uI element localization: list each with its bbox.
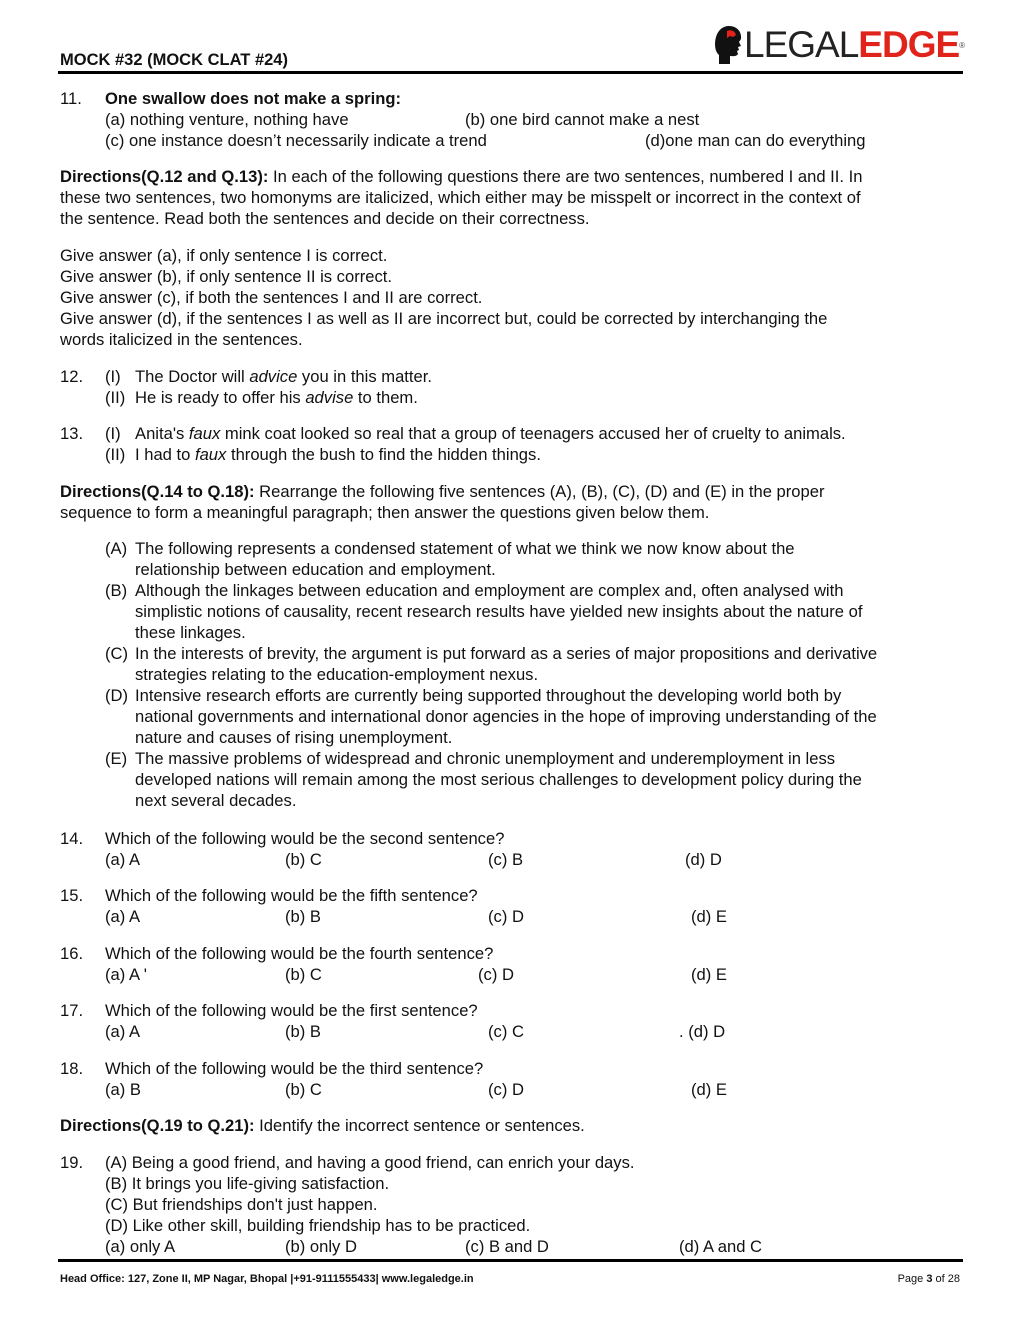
option-c: (c) D bbox=[478, 965, 514, 984]
option-b: (b) only D bbox=[285, 1237, 357, 1256]
passage-sentence-text: next several decades. bbox=[135, 791, 297, 810]
option-b: (b) B bbox=[285, 907, 321, 926]
sentence-label: (I) bbox=[105, 424, 121, 443]
logo-text-edge: EDGE bbox=[858, 24, 960, 65]
answer-rule: Give answer (a), if only sentence I is correct. bbox=[60, 246, 388, 265]
option-c: (c) C bbox=[488, 1022, 524, 1041]
option-b: (b) C bbox=[285, 965, 322, 984]
option-a: (a) A bbox=[105, 1022, 141, 1041]
option-d: (d)one man can do everything bbox=[645, 131, 866, 150]
option-a: (a) B bbox=[105, 1080, 141, 1099]
question-number: 19. bbox=[60, 1153, 84, 1172]
option-d: (d) E bbox=[691, 907, 727, 926]
option-b: (b) C bbox=[285, 850, 322, 869]
sentence-i: The Doctor will advice you in this matter. bbox=[135, 367, 432, 386]
legaledge-logo bbox=[714, 22, 965, 68]
passage-sentence-text: strategies relating to the education-employment nexus. bbox=[135, 665, 539, 684]
option-b: (b) B bbox=[285, 1022, 321, 1041]
directions-text: these two sentences, two homonyms are italicized, which either may be misspelt or incorrect in the context of bbox=[60, 188, 861, 207]
option-d: (d) A and C bbox=[679, 1237, 763, 1256]
option-c: (c) D bbox=[488, 1080, 524, 1099]
directions-text: In each of the following questions there are two sentences, numbered I and II. In bbox=[268, 167, 863, 186]
question-number: 13. bbox=[60, 424, 84, 443]
passage-sentence-text: In the interests of brevity, the argument is put forward as a series of major propositions and derivative bbox=[135, 644, 878, 663]
directions-12-13 bbox=[60, 167, 862, 187]
question-stem: One swallow does not make a spring: bbox=[105, 89, 401, 108]
option-c: (c) one instance doesn’t necessarily indicate a trend bbox=[105, 131, 487, 150]
passage-sentence-text: these linkages. bbox=[135, 623, 246, 642]
directions-text: the sentence. Read both the sentences and decide on their correctness. bbox=[60, 209, 590, 228]
passage-sentence-text: Although the linkages between education and employment are complex and, often analysed with bbox=[135, 581, 844, 600]
directions-label: Directions(Q.19 to Q.21): bbox=[60, 1116, 255, 1135]
sentence-i: Anita's faux mink coat looked so real that a group of teenagers accused her of cruelty to animals. bbox=[135, 424, 846, 443]
sentence-label: (I) bbox=[105, 367, 121, 386]
question-stem: Which of the following would be the third sentence? bbox=[105, 1059, 484, 1078]
question-number: 17. bbox=[60, 1001, 84, 1020]
sentence-b: (B) It brings you life-giving satisfaction. bbox=[105, 1174, 390, 1193]
passage-sentence-label: (E) bbox=[105, 749, 128, 768]
option-c: (c) B and D bbox=[465, 1237, 549, 1256]
sentence-label: (II) bbox=[105, 388, 126, 407]
question-number: 12. bbox=[60, 367, 84, 386]
passage-sentence-text: simplistic notions of causality, recent research results have yielded new insights about the nature of bbox=[135, 602, 863, 621]
question-stem: Which of the following would be the first sentence? bbox=[105, 1001, 478, 1020]
passage-sentence-text: Intensive research efforts are currently being supported throughout the developing world both by bbox=[135, 686, 842, 705]
logo-text-legal: LEGAL bbox=[744, 24, 859, 65]
header-rule bbox=[58, 71, 963, 74]
option-a: (a) A ' bbox=[105, 965, 147, 984]
sentence-d: (D) Like other skill, building friendship has to be practiced. bbox=[105, 1216, 531, 1235]
footer-office-info: Head Office: 127, Zone II, MP Nagar, Bhopal |+91-9111555433| www.legaledge.in bbox=[60, 1273, 474, 1285]
passage-sentence-label: (B) bbox=[105, 581, 128, 600]
option-a: (a) nothing venture, nothing have bbox=[105, 110, 349, 129]
question-number: 16. bbox=[60, 944, 84, 963]
question-number: 14. bbox=[60, 829, 84, 848]
option-d: . (d) D bbox=[679, 1022, 726, 1041]
sentence-ii: I had to faux through the bush to find the hidden things. bbox=[135, 445, 541, 464]
registered-mark: ® bbox=[959, 40, 966, 50]
sentence-a: (A) Being a good friend, and having a good friend, can enrich your days. bbox=[105, 1153, 635, 1172]
question-stem: Which of the following would be the second sentence? bbox=[105, 829, 505, 848]
directions-label: Directions(Q.12 and Q.13): bbox=[60, 167, 269, 186]
passage-sentence-text: nature and causes of rising unemployment. bbox=[135, 728, 453, 747]
passage-sentence-label: (A) bbox=[105, 539, 128, 558]
option-b: (b) C bbox=[285, 1080, 322, 1099]
option-d: (d) E bbox=[691, 965, 727, 984]
question-stem: Which of the following would be the fourth sentence? bbox=[105, 944, 494, 963]
option-d: (d) D bbox=[685, 850, 722, 869]
directions-14-18 bbox=[60, 482, 825, 502]
option-a: (a) A bbox=[105, 907, 141, 926]
passage-sentence-label: (C) bbox=[105, 644, 129, 663]
option-b: (b) one bird cannot make a nest bbox=[465, 110, 700, 129]
option-c: (c) D bbox=[488, 907, 524, 926]
directions-text: Rearrange the following five sentences (A), (B), (C), (D) and (E) in the proper bbox=[254, 482, 825, 501]
answer-rule: Give answer (c), if both the sentences I and II are correct. bbox=[60, 288, 483, 307]
passage-sentence-text: national governments and international donor agencies in the hope of improving understanding of the bbox=[135, 707, 877, 726]
footer-rule bbox=[58, 1259, 963, 1262]
question-number: 11. bbox=[60, 89, 82, 108]
passage-sentence-text: The massive problems of widespread and chronic unemployment and underemployment in less bbox=[135, 749, 836, 768]
question-number: 18. bbox=[60, 1059, 84, 1078]
answer-rule: words italicized in the sentences. bbox=[60, 330, 303, 349]
passage-sentence-text: The following represents a condensed statement of what we think we now know about the bbox=[135, 539, 795, 558]
question-stem: Which of the following would be the fifth sentence? bbox=[105, 886, 478, 905]
question-number: 15. bbox=[60, 886, 84, 905]
head-silhouette-icon bbox=[714, 24, 744, 66]
sentence-ii: He is ready to offer his advise to them. bbox=[135, 388, 418, 407]
passage-sentence-text: relationship between education and employment. bbox=[135, 560, 496, 579]
page-number: Page 3 of 28 bbox=[897, 1273, 960, 1285]
passage-sentence-label: (D) bbox=[105, 686, 129, 705]
directions-19-21 bbox=[60, 1116, 585, 1136]
answer-rule: Give answer (d), if the sentences I as well as II are incorrect but, could be corrected by interchanging the bbox=[60, 309, 828, 328]
passage-sentence-text: developed nations will remain among the most serious challenges to development policy during the bbox=[135, 770, 862, 789]
directions-text: Identify the incorrect sentence or sentences. bbox=[254, 1116, 585, 1135]
option-a: (a) A bbox=[105, 850, 141, 869]
option-c: (c) B bbox=[488, 850, 524, 869]
sentence-label: (II) bbox=[105, 445, 126, 464]
sentence-c: (C) But friendships don't just happen. bbox=[105, 1195, 378, 1214]
page-header-title: MOCK #32 (MOCK CLAT #24) bbox=[60, 51, 288, 69]
directions-label: Directions(Q.14 to Q.18): bbox=[60, 482, 255, 501]
directions-text: sequence to form a meaningful paragraph; then answer the questions given below them. bbox=[60, 503, 710, 522]
option-a: (a) only A bbox=[105, 1237, 176, 1256]
option-d: (d) E bbox=[691, 1080, 727, 1099]
answer-rule: Give answer (b), if only sentence II is correct. bbox=[60, 267, 392, 286]
